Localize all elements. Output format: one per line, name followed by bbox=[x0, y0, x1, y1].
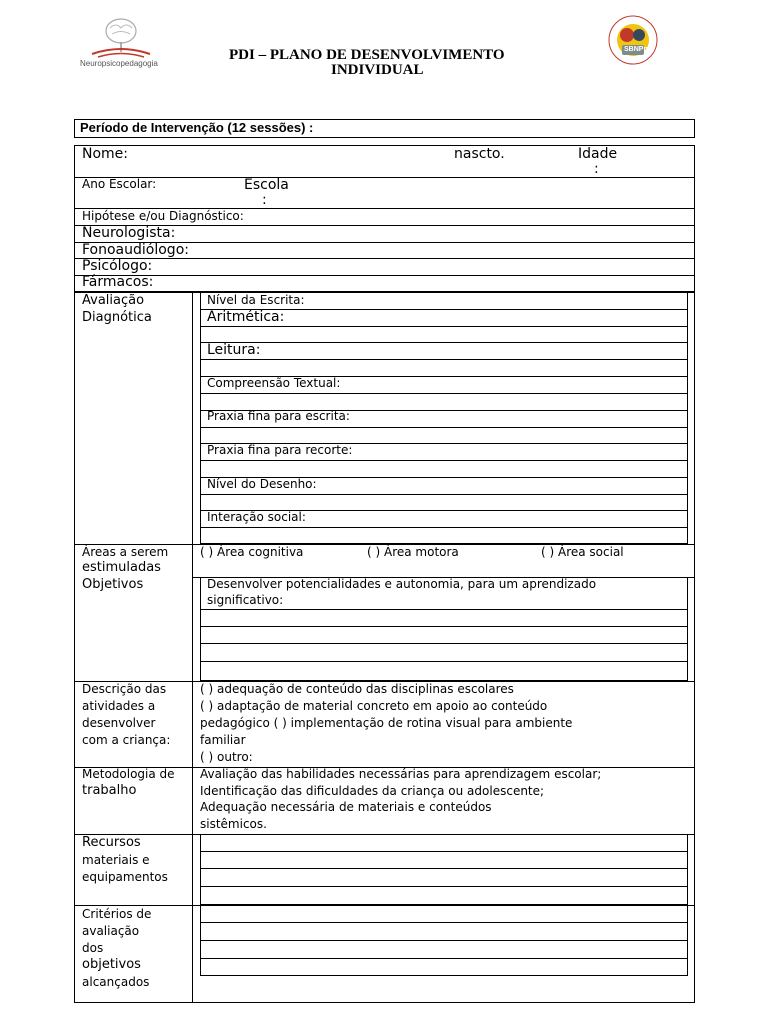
divider bbox=[74, 177, 695, 178]
descricao-text: ( ) outro: bbox=[200, 750, 253, 764]
psicologo-label: Psicólogo: bbox=[82, 258, 153, 274]
metodologia-text: Identificação das dificuldades da criança ou adolescente; bbox=[200, 784, 545, 798]
divider bbox=[74, 275, 695, 276]
ano-escolar-label: Ano Escolar: bbox=[82, 177, 157, 191]
objetivos-text-line1: Desenvolver potencialidades e autonomia, para um aprendizado bbox=[207, 577, 597, 591]
logo-left-text: Neuropsicopedagogia bbox=[80, 59, 158, 68]
descricao-text: ( ) adequação de conteúdo das disciplinas escolares bbox=[200, 682, 514, 696]
recursos-label: equipamentos bbox=[82, 870, 168, 884]
descricao-label: desenvolver bbox=[82, 716, 156, 730]
avaliacao-item: Aritmética: bbox=[207, 309, 285, 325]
escola-label: Escola bbox=[244, 177, 289, 193]
escola-colon: : bbox=[262, 192, 267, 208]
divider bbox=[200, 851, 688, 852]
neuropsicopedagogia-logo bbox=[80, 14, 162, 70]
idade-label: Idade bbox=[578, 146, 618, 162]
avaliacao-item: Nível da Escrita: bbox=[207, 293, 305, 307]
avaliacao-item: Praxia fina para recorte: bbox=[207, 443, 353, 457]
logo-right-text: SBNPp bbox=[624, 46, 648, 53]
divider bbox=[200, 326, 688, 327]
areas-label-line2: estimuladas bbox=[82, 560, 161, 575]
divider bbox=[200, 527, 688, 528]
avaliacao-item: Interação social: bbox=[207, 510, 306, 524]
divider bbox=[200, 342, 688, 343]
metodologia-text: sistêmicos. bbox=[200, 817, 267, 831]
recursos-label: Recursos bbox=[82, 835, 141, 850]
metodologia-label: Metodologia de bbox=[82, 767, 175, 781]
descricao-label: com a criança: bbox=[82, 733, 171, 747]
divider bbox=[200, 868, 688, 869]
avaliacao-item: Praxia fina para escrita: bbox=[207, 409, 350, 423]
nascto-label: nascto. bbox=[454, 146, 505, 162]
objetivos-text-line2: significativo: bbox=[207, 593, 284, 607]
divider bbox=[200, 609, 688, 610]
metodologia-text: Avaliação das habilidades necessárias para aprendizagem escolar; bbox=[200, 767, 602, 781]
area-social-option[interactable]: ( ) Área social bbox=[541, 545, 624, 559]
area-cognitiva-option[interactable]: ( ) Área cognitiva bbox=[200, 545, 304, 559]
recursos-label: materiais e bbox=[82, 853, 150, 867]
divider bbox=[74, 258, 695, 259]
divider bbox=[200, 359, 688, 360]
divider bbox=[200, 494, 688, 495]
fonoaudiologo-label: Fonoaudiólogo: bbox=[82, 242, 189, 258]
divider bbox=[200, 460, 688, 461]
avaliacao-label-line2: Diagnótica bbox=[82, 310, 152, 325]
areas-label-line1: Áreas a serem bbox=[82, 545, 169, 559]
idade-colon: : bbox=[594, 161, 599, 177]
avaliacao-item: Compreensão Textual: bbox=[207, 376, 341, 390]
criterios-label: alcançados bbox=[82, 975, 150, 989]
divider bbox=[200, 626, 688, 627]
farmacos-label: Fármacos: bbox=[82, 274, 154, 290]
page-title-line1: PDI – PLANO DE DESENVOLVIMENTO bbox=[229, 47, 505, 63]
hipotese-label: Hipótese e/ou Diagnóstico: bbox=[82, 209, 244, 223]
criterios-label: dos bbox=[82, 941, 104, 955]
divider bbox=[200, 886, 688, 887]
avaliacao-item: Nível do Desenho: bbox=[207, 477, 317, 491]
divider bbox=[200, 922, 688, 923]
neurologista-label: Neurologista: bbox=[82, 225, 176, 241]
descricao-text: familiar bbox=[200, 733, 246, 747]
recursos-inner-table bbox=[200, 834, 688, 905]
metodologia-text: Adequação necessária de materiais e conteúdos bbox=[200, 800, 492, 814]
divider bbox=[200, 661, 688, 662]
descricao-label: atividades a bbox=[82, 699, 156, 713]
area-motora-option[interactable]: ( ) Área motora bbox=[367, 545, 459, 559]
sbnpp-seal bbox=[602, 14, 664, 66]
column-divider bbox=[192, 292, 193, 1003]
avaliacao-label-line1: Avaliação bbox=[82, 293, 145, 308]
divider bbox=[200, 393, 688, 394]
descricao-text: ( ) adaptação de material concreto em apoio ao conteúdo bbox=[200, 699, 548, 713]
descricao-label: Descrição das bbox=[82, 682, 167, 696]
divider bbox=[200, 427, 688, 428]
avaliacao-item: Leitura: bbox=[207, 342, 261, 358]
criterios-label: objetivos bbox=[82, 957, 141, 972]
divider bbox=[200, 958, 688, 959]
criterios-label: avaliação bbox=[82, 924, 140, 938]
divider bbox=[200, 643, 688, 644]
metodologia-label: trabalho bbox=[82, 783, 137, 798]
page-title-line2: INDIVIDUAL bbox=[331, 62, 424, 78]
periodo-label: Período de Intervenção (12 sessões) : bbox=[80, 120, 314, 135]
criterios-label: Critérios de bbox=[82, 907, 152, 921]
descricao-text: pedagógico ( ) implementação de rotina visual para ambiente bbox=[200, 716, 573, 730]
divider bbox=[200, 940, 688, 941]
objetivos-label: Objetivos bbox=[82, 577, 144, 592]
nome-label: Nome: bbox=[82, 146, 129, 162]
